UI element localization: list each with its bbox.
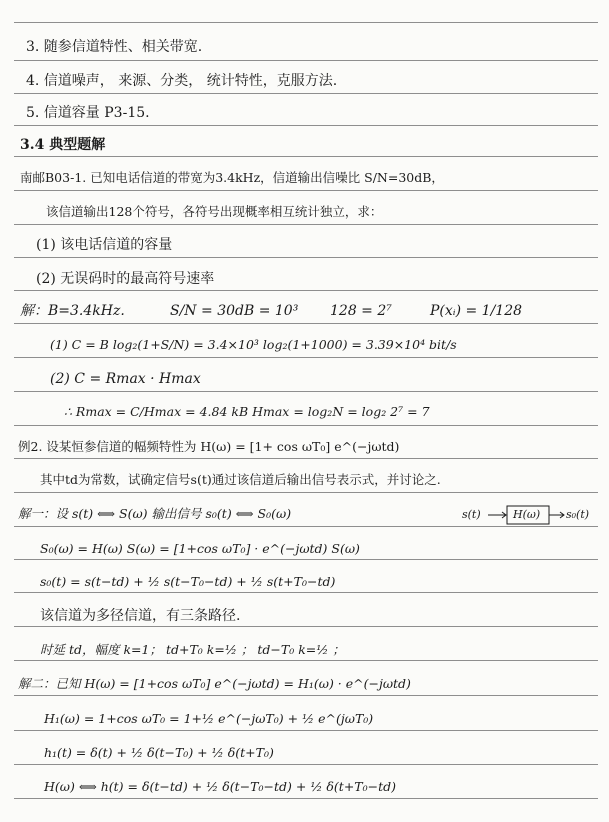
question-2: (2) 无误码时的最高符号速率: [36, 271, 215, 287]
ruled-line: [14, 257, 598, 258]
solution-given-snr: S/N = 30dB = 10³: [170, 303, 299, 319]
note-line-1: 3. 随参信道特性、相关带宽.: [26, 39, 203, 55]
h1-spectrum: H₁(ω) = 1+cos ωT₀ = 1+½ e^(−jωT₀) + ½ e^(jωT₀): [44, 711, 374, 726]
section-heading: 3.4 典型题解: [20, 137, 106, 153]
output-spectrum: S₀(ω) = H(ω) S(ω) = [1+cos ωT₀] · e^(−jωtd) S(ω): [40, 541, 360, 556]
ruled-line: [14, 224, 598, 225]
ruled-line: [14, 798, 598, 799]
ruled-line: [14, 357, 598, 358]
solution-given-probability: P(xᵢ) = 1/128: [430, 303, 523, 319]
ruled-line: [14, 592, 598, 593]
ruled-line: [14, 391, 598, 392]
method-2-intro: 解二：已知 H(ω) = [1+cos ωT₀] e^(−jωtd) = H₁(ω) · e^(−jωtd): [18, 676, 411, 691]
example-2-question: 其中td为常数，试确定信号s(t)通过该信道后输出信号表示式，并讨论之.: [40, 472, 441, 487]
ruled-line: [14, 323, 598, 324]
solution-given-symbols: 128 = 2⁷: [330, 303, 392, 319]
ruled-line: [14, 22, 598, 23]
ruled-line: [14, 526, 598, 527]
ruled-line: [14, 660, 598, 661]
problem-statement-1: 南邮B03-1. 已知电话信道的带宽为3.4kHz，信道输出信噪比 S/N=30dB，: [20, 170, 444, 185]
output-signal: s₀(t) = s(t−td) + ½ s(t−T₀−td) + ½ s(t+T₀−td): [40, 574, 336, 589]
note-line-3: 5. 信道容量 P3-15.: [26, 105, 150, 121]
diagram-output-label: s₀(t): [566, 508, 590, 521]
diagram-system-block: H(ω): [513, 508, 541, 521]
ruled-line: [14, 190, 598, 191]
diagram-input-label: s(t): [462, 508, 481, 521]
rate-result: ∴ Rmax = C/Hmax = 4.84 kB Hmax = log₂N = log₂ 2⁷ = 7: [64, 404, 430, 419]
multipath-conclusion: 该信道为多径信道，有三条路径.: [40, 608, 241, 624]
ruled-line: [14, 125, 598, 126]
note-line-2: 4. 信道噪声， 来源、分类， 统计特性，克服方法.: [26, 73, 338, 89]
ruled-line: [14, 626, 598, 627]
ruled-line: [14, 695, 598, 696]
ruled-line: [14, 730, 598, 731]
ruled-line: [14, 425, 598, 426]
ruled-line: [14, 559, 598, 560]
solution-given-b: 解：B=3.4kHz.: [20, 303, 125, 319]
ruled-line: [14, 492, 598, 493]
ruled-line: [14, 60, 598, 61]
impulse-response: H(ω) ⟺ h(t) = δ(t−td) + ½ δ(t−T₀−td) + ½ δ(t+T₀−td): [44, 779, 397, 794]
question-1: (1) 该电话信道的容量: [36, 237, 173, 253]
example-2-statement: 例2. 设某恒参信道的幅频特性为 H(ω) = [1+ cos ωT₀] e^(−jωtd): [18, 439, 400, 454]
path-delays: 时延 td，幅度 k=1； td+T₀ k=½ ； td−T₀ k=½ ；: [40, 642, 345, 657]
h1-impulse-response: h₁(t) = δ(t) + ½ δ(t−T₀) + ½ δ(t+T₀): [44, 745, 274, 760]
ruled-line: [14, 290, 598, 291]
capacity-formula: (1) C = B log₂(1+S/N) = 3.4×10³ log₂(1+1000) = 3.39×10⁴ bit/s: [50, 337, 457, 352]
method-1-intro: 解一：设 s(t) ⟺ S(ω) 输出信号 s₀(t) ⟺ S₀(ω): [18, 506, 292, 521]
problem-statement-2: 该信道输出128个符号，各符号出现概率相互统计独立，求：: [46, 204, 383, 219]
ruled-line: [14, 458, 598, 459]
ruled-line: [14, 93, 598, 94]
ruled-line: [14, 156, 598, 157]
ruled-line: [14, 764, 598, 765]
rate-formula: (2) C = Rmax · Hmax: [50, 371, 201, 387]
